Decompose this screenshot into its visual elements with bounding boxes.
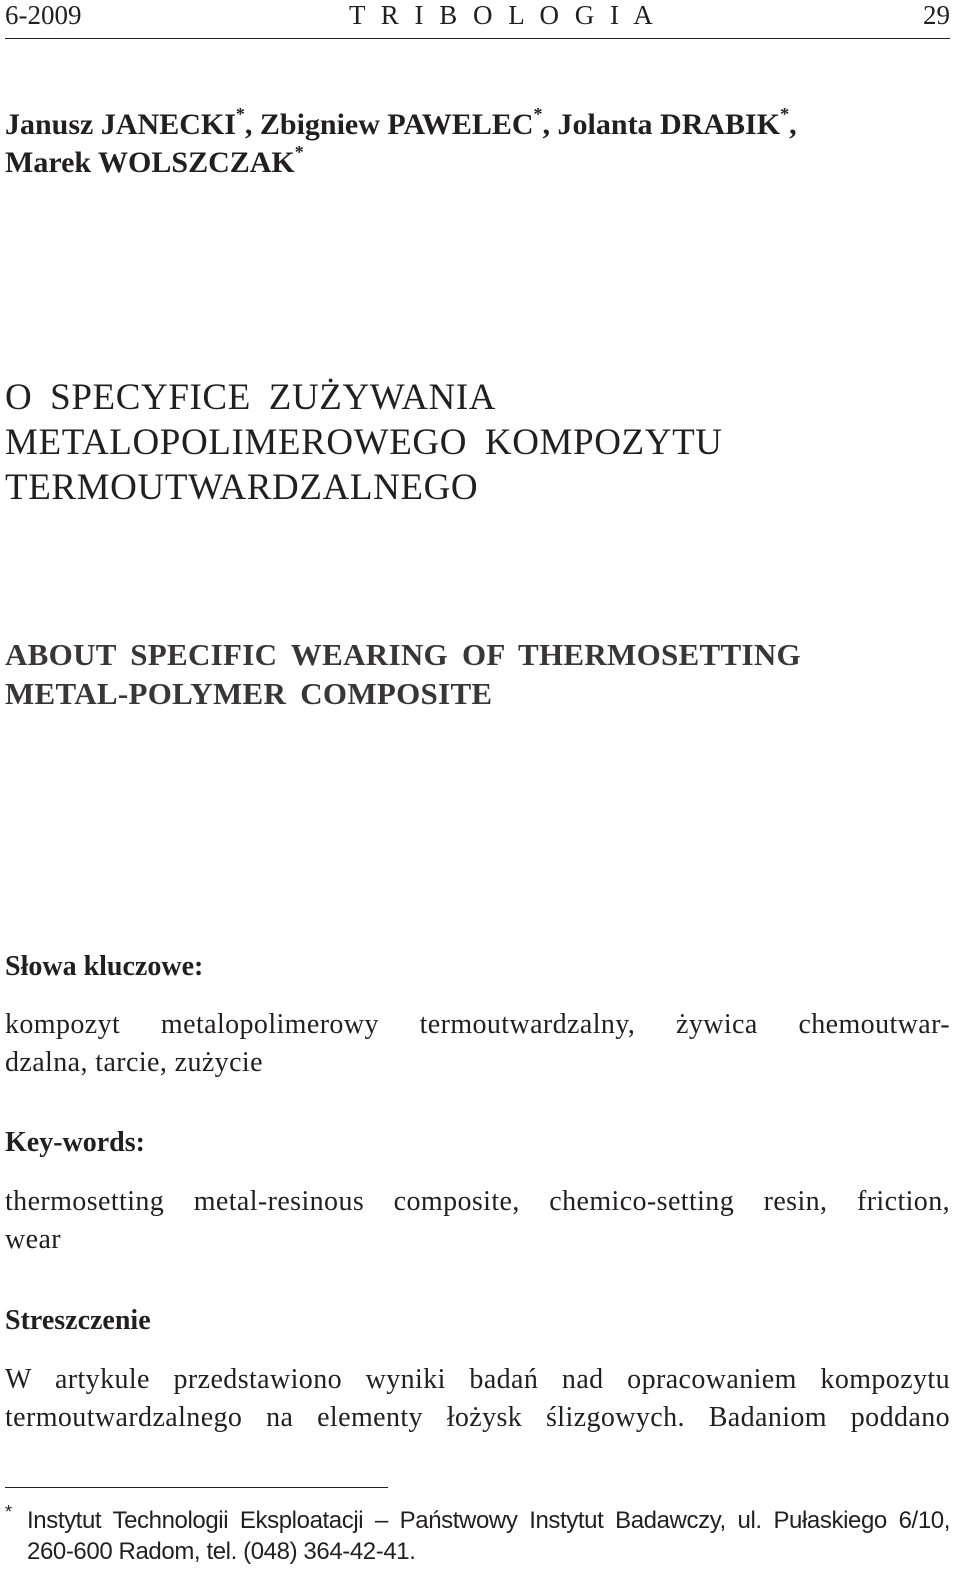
title-english	[5, 635, 950, 713]
title-polish-line: TERMOUTWARDZALNEGO	[5, 467, 479, 508]
keywords-polish-line: dzalna, tarcie, zużycie	[5, 1047, 263, 1078]
title-polish-line: METALOPOLIMEROWEGO KOMPOZYTU	[5, 422, 723, 463]
journal-name: T R I B O L O G I A	[349, 0, 658, 30]
affiliation-mark: *	[780, 104, 790, 124]
author-name: Jolanta DRABIK	[557, 108, 781, 141]
abstract-heading: Streszczenie	[5, 1305, 151, 1336]
author-list	[5, 106, 950, 182]
author-name: Zbigniew PAWELEC	[259, 108, 534, 141]
affiliation-mark: *	[533, 104, 543, 124]
footnote-line: Instytut Technologii Eksploatacji – Państwowy Instytut Badawczy, ul. Pułaskiego 6/10,	[27, 1507, 950, 1534]
author-separator: ,	[244, 108, 260, 141]
abstract-text	[5, 1361, 950, 1437]
keywords-polish-text	[5, 1006, 950, 1082]
abstract-line: W artykule przedstawiono wyniki badań nad opracowaniem kompozytu	[5, 1364, 950, 1395]
title-polish	[5, 375, 950, 510]
affiliation-mark: *	[235, 104, 245, 124]
author-separator: ,	[789, 108, 797, 141]
footnote-line: 260-600 Radom, tel. (048) 364-42-41.	[27, 1538, 416, 1565]
keywords-polish-heading: Słowa kluczowe:	[5, 951, 204, 982]
footnote-text	[27, 1505, 950, 1567]
keywords-polish-line: kompozyt metalopolimerowy termoutwardzalny, żywica chemoutwar-	[5, 1009, 950, 1040]
title-polish-line: O SPECYFICE ZUŻYWANIA	[5, 377, 497, 418]
running-header	[5, 0, 950, 39]
author-separator: ,	[542, 108, 558, 141]
page-number: 29	[923, 0, 950, 30]
keywords-english-text	[5, 1183, 950, 1259]
author-name: Janusz JANECKI	[5, 108, 236, 141]
title-english-line: ABOUT SPECIFIC WEARING OF THERMOSETTING	[5, 637, 801, 672]
title-english-line: METAL-POLYMER COMPOSITE	[5, 676, 493, 711]
keywords-english-line: thermosetting metal-resinous composite, chemico-setting resin, friction,	[5, 1186, 950, 1217]
keywords-english-line: wear	[5, 1224, 62, 1255]
keywords-english-heading: Key-words:	[5, 1127, 145, 1158]
footnote-mark: *	[5, 1502, 12, 1522]
affiliation-mark: *	[294, 142, 304, 162]
abstract-line: termoutwardzalnego na elementy łożysk ślizgowych. Badaniom poddano	[5, 1402, 950, 1433]
footnote-divider	[5, 1487, 388, 1488]
issue-number: 6-2009	[5, 0, 82, 30]
author-name: Marek WOLSZCZAK	[5, 146, 295, 179]
